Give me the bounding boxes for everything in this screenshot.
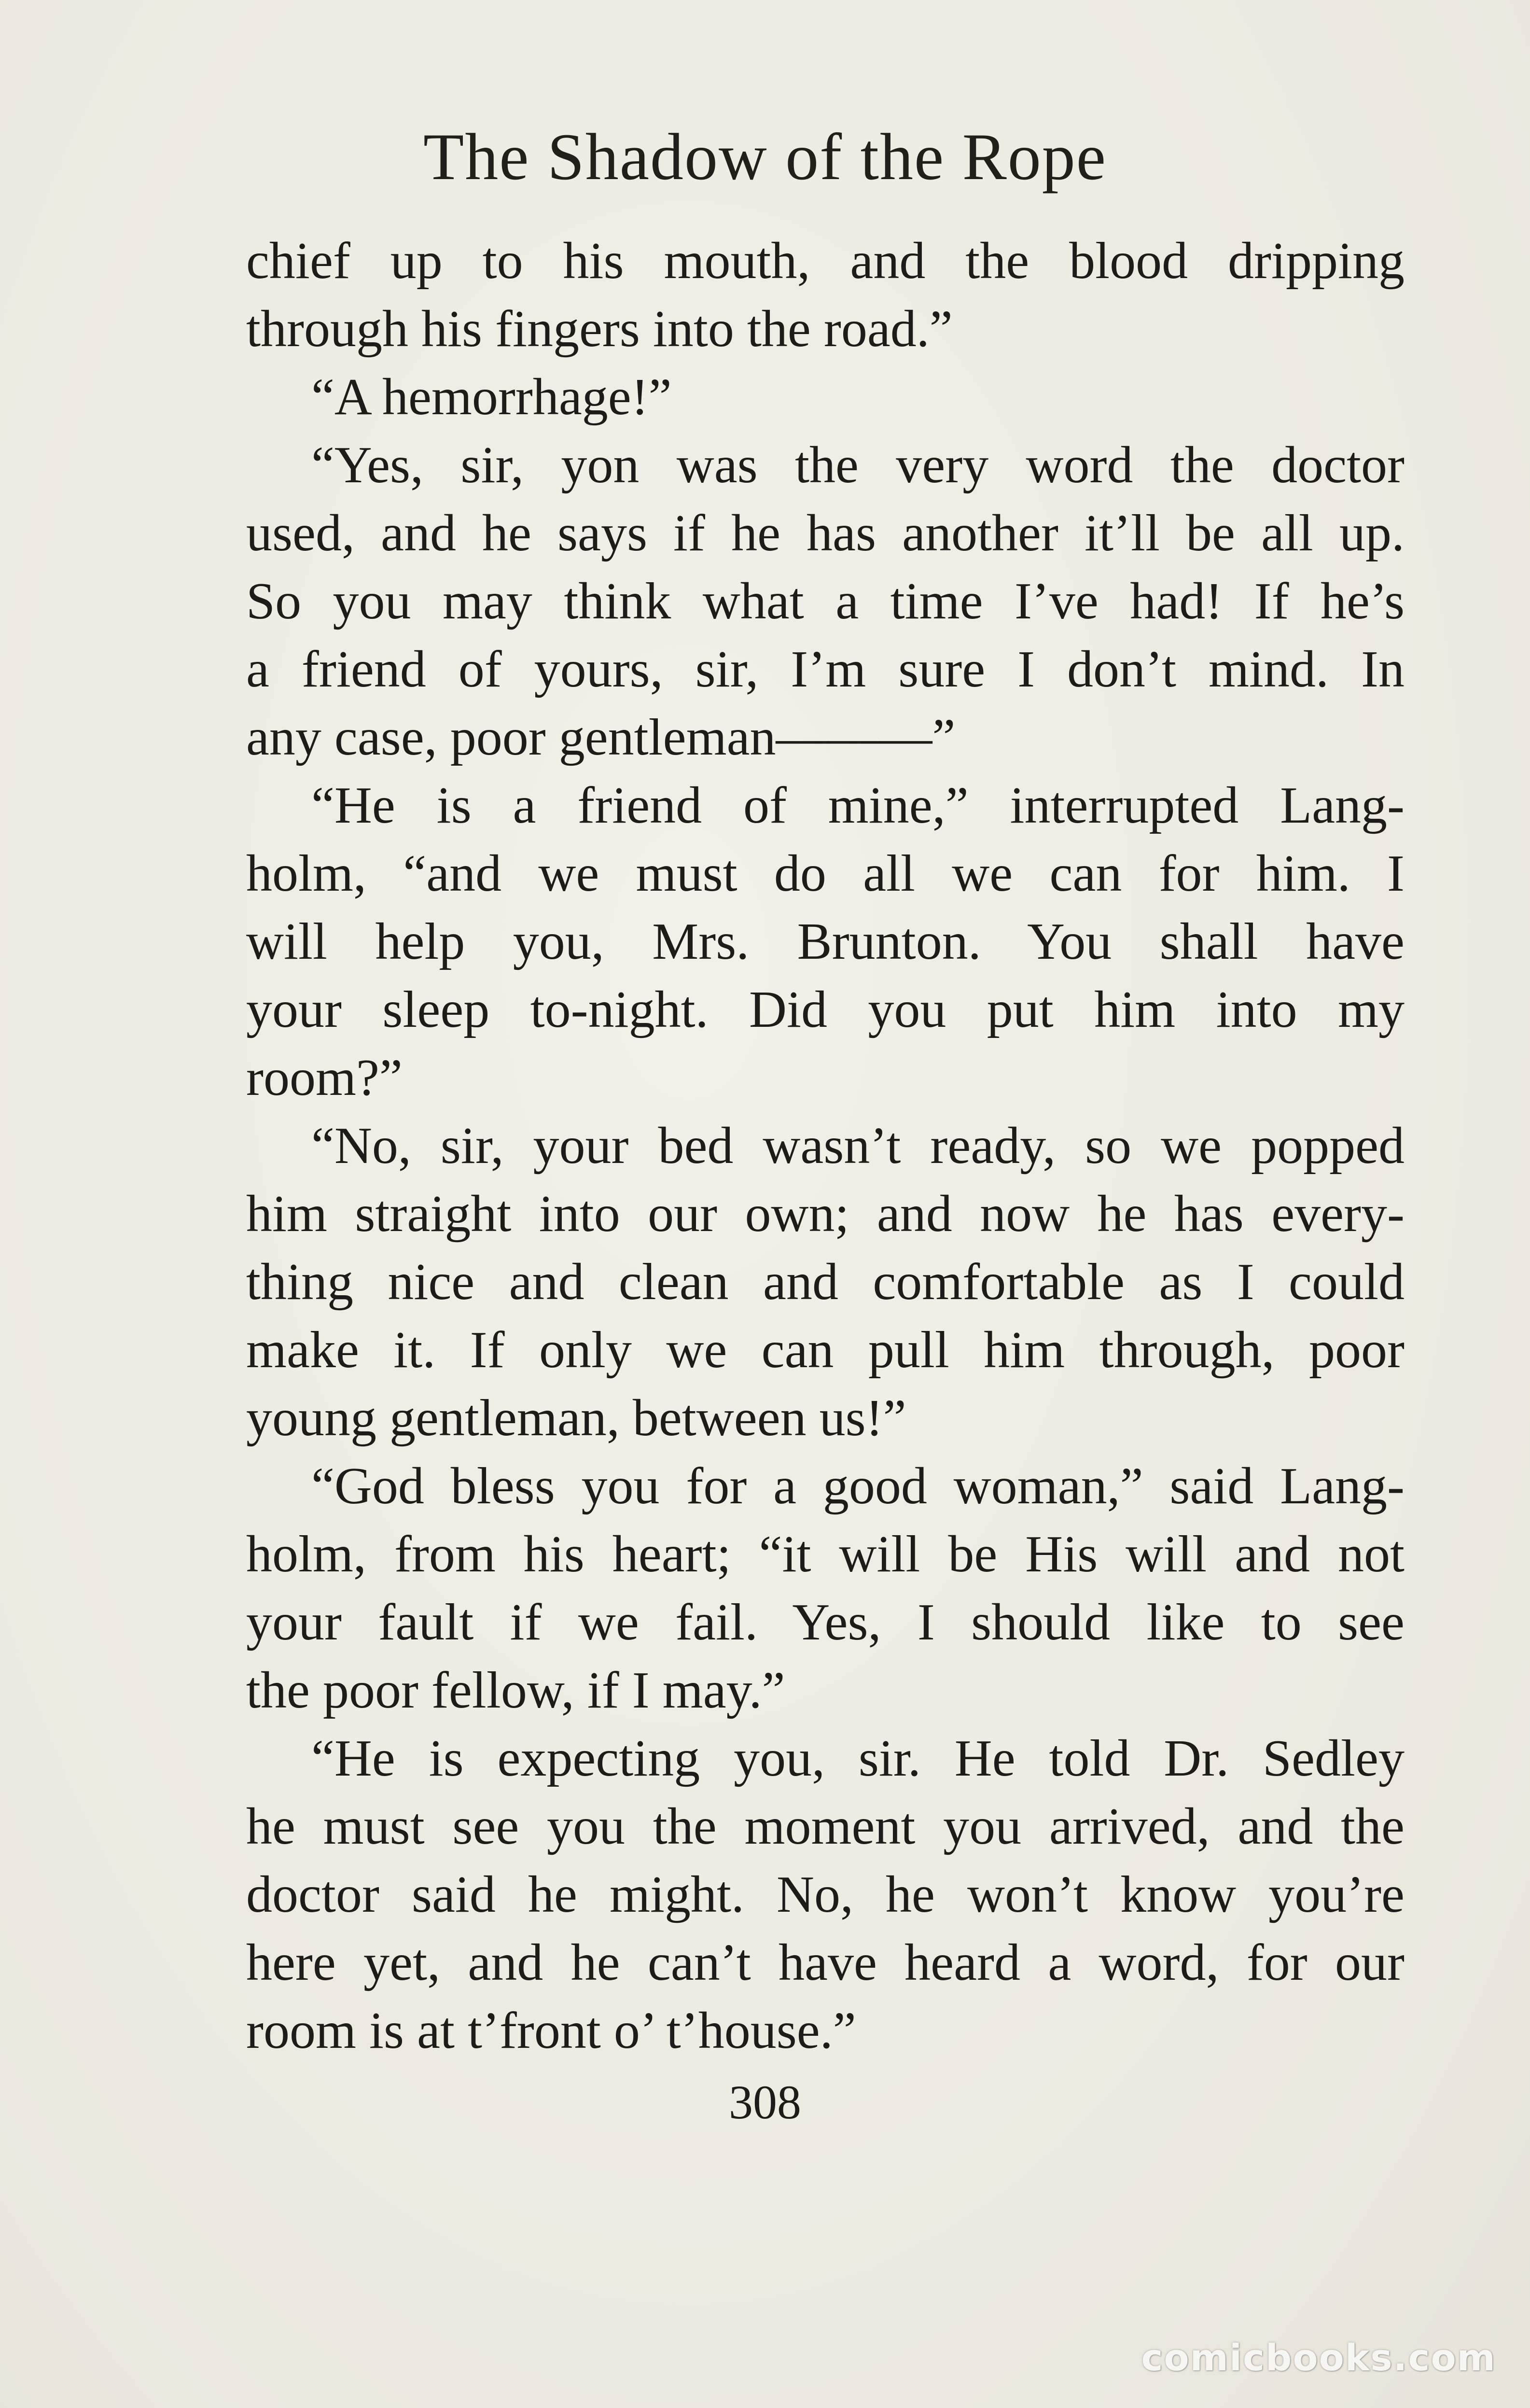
text-line: a friend of yours, sir, I’m sure I don’t mind. In bbox=[246, 641, 1405, 698]
text-line: through his fingers into the road.” bbox=[246, 300, 953, 358]
text-line: room is at t’front o’ t’house.” bbox=[246, 2002, 856, 2059]
text-line: holm, from his heart; “it will be His will and not bbox=[246, 1526, 1405, 1583]
text-line: “He is expecting you, sir. He told Dr. Sedley bbox=[311, 1730, 1405, 1787]
text-line: any case, poor gentleman———” bbox=[246, 709, 956, 766]
text-line: here yet, and he can’t have heard a word, for our bbox=[246, 1934, 1405, 1991]
text-line: chief up to his mouth, and the blood dripping bbox=[246, 232, 1405, 290]
text-line: him straight into our own; and now he has every- bbox=[246, 1185, 1405, 1243]
text-line: doctor said he might. No, he won’t know you’re bbox=[246, 1866, 1405, 1923]
text-line: “A hemorrhage!” bbox=[311, 368, 672, 426]
text-line: the poor fellow, if I may.” bbox=[246, 1662, 785, 1719]
text-line: So you may think what a time I’ve had! If he’s bbox=[246, 573, 1405, 630]
text-line: “God bless you for a good woman,” said Lang- bbox=[311, 1457, 1405, 1515]
text-line: will help you, Mrs. Brunton. You shall have bbox=[246, 913, 1405, 970]
body-text bbox=[246, 227, 1405, 2065]
text-line: “Yes, sir, yon was the very word the doctor bbox=[311, 436, 1405, 494]
text-line: “He is a friend of mine,” interrupted Lang- bbox=[311, 777, 1405, 834]
watermark: comicbooks.com bbox=[1141, 2336, 1496, 2379]
text-line: “No, sir, your bed wasn’t ready, so we popped bbox=[311, 1117, 1405, 1175]
text-line: your sleep to-night. Did you put him into my bbox=[246, 981, 1405, 1038]
text-line: your fault if we fail. Yes, I should like to see bbox=[246, 1594, 1405, 1651]
text-line: thing nice and clean and comfortable as I could bbox=[246, 1253, 1405, 1311]
page-number: 308 bbox=[729, 2075, 801, 2129]
running-title: The Shadow of the Rope bbox=[423, 120, 1107, 194]
text-line: make it. If only we can pull him through, poor bbox=[246, 1321, 1405, 1379]
text-line: room?” bbox=[246, 1049, 403, 1106]
text-line: young gentleman, between us!” bbox=[246, 1389, 906, 1447]
text-line: holm, “and we must do all we can for him. I bbox=[246, 845, 1405, 902]
text-line: he must see you the moment you arrived, and the bbox=[246, 1798, 1405, 1855]
text-line: used, and he says if he has another it’ll be all up. bbox=[246, 504, 1405, 562]
